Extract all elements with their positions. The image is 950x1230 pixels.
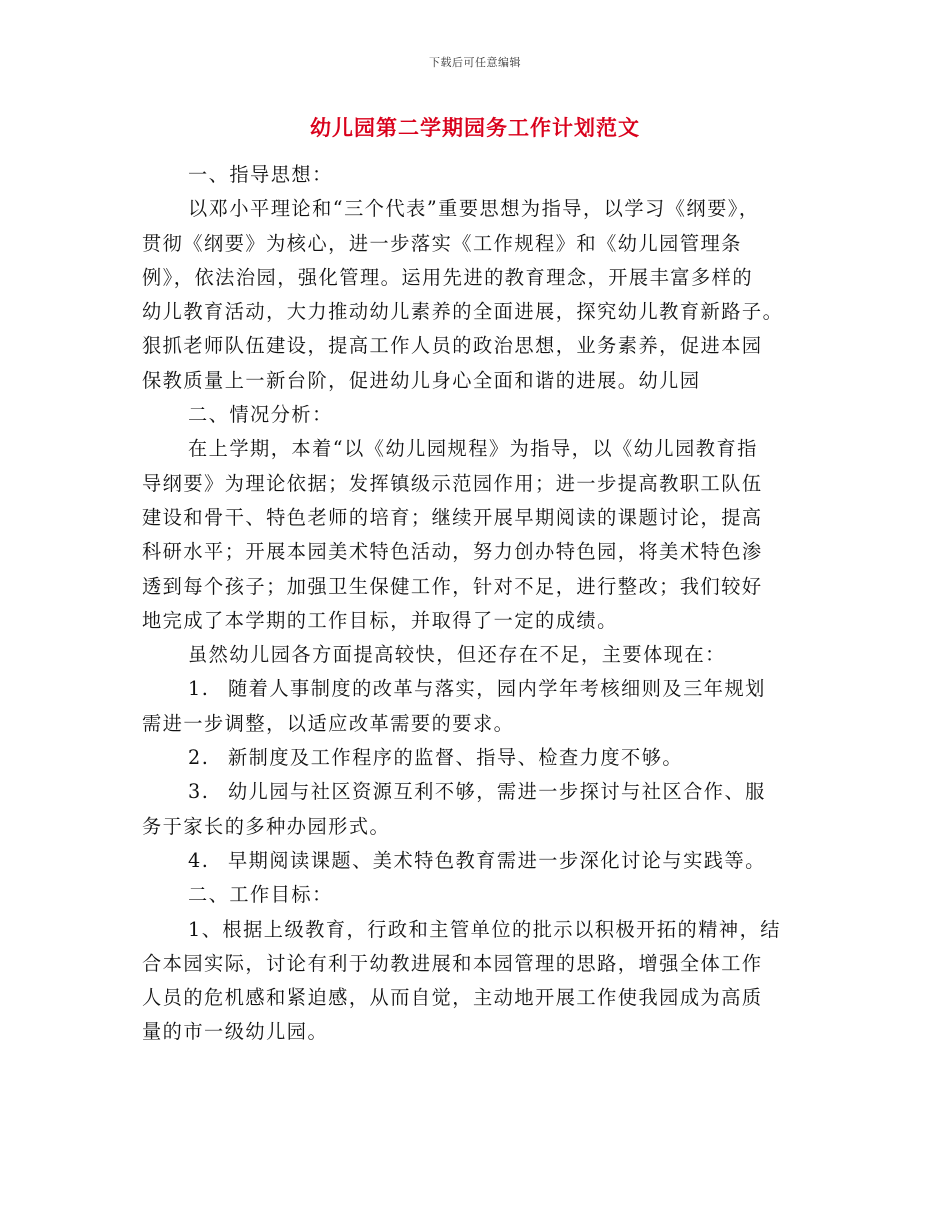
paragraph-line: 透到每个孩子；加强卫生保健工作，针对不足，进行整改；我们较好 [142,574,763,598]
paragraph-line: 早期阅读课题、美术特色教育需进一步深化讨论与实践等。 [228,848,766,872]
paragraph-line: 地完成了本学期的工作目标，并取得了一定的成绩。 [142,608,618,632]
paragraph-line: 保教质量上一新台阶，促进幼儿身心全面和谐的进展。幼儿园 [142,368,701,392]
document-title: 幼儿园第二学期园务工作计划范文 [310,115,640,140]
document-body [142,158,810,1050]
paragraph-shortcomings-intro: 虽然幼儿园各方面提高较快，但还存在不足，主要体现在： [188,643,726,667]
problem-item [142,844,810,878]
paragraph-line: 务于家长的多种办园形式。 [142,814,391,838]
paragraph-line: 科研水平；开展本园美术特色活动，努力创办特色园，将美术特色渗 [142,540,763,564]
paragraph-line: 建设和骨干、特色老师的培育；继续开展早期阅读的课题讨论，提高 [142,505,763,529]
section-heading-guiding-ideology: 一、指导思想： [188,163,333,186]
paragraph-line: 幼儿园与社区资源互利不够，需进一步探讨与社区合作、服 [228,780,766,804]
paragraph-line: 贯彻《纲要》为核心，进一步落实《工作规程》和《幼儿园管理条 [142,231,742,255]
paragraph-guiding-ideology [142,192,810,398]
paragraph-line: 1、根据上级教育，行政和主管单位的批示以积极开拓的精神，结 [188,917,781,941]
paragraph-line: 以邓小平理论和“三个代表”重要思想为指导，以学习《纲要》， [188,197,760,221]
problem-number: 2. [188,746,210,770]
problem-number: 1. [188,677,210,701]
section-heading-work-goals: 二、工作目标： [188,883,333,907]
paragraph-work-goals [142,913,810,1050]
paragraph-line: 在上学期，本着“以《幼儿园规程》为指导，以《幼儿园教育指 [188,437,758,461]
paragraph-line: 量的市一级幼儿园。 [142,1020,329,1044]
problem-item [142,672,810,741]
problem-item [142,775,810,844]
problem-item [142,741,810,775]
paragraph-situation-analysis [142,432,810,638]
paragraph-line: 需进一步调整，以适应改革需要的要求。 [142,711,515,735]
problem-number: 4. [188,848,210,872]
paragraph-line: 随着人事制度的改革与落实，园内学年考核细则及三年规划 [228,677,766,701]
problem-number: 3. [188,780,210,804]
paragraph-line: 人员的危机感和紧迫感，从而自觉，主动地开展工作使我园成为高质 [142,986,763,1010]
paragraph-line: 幼儿教育活动，大力推动幼儿素养的全面进展，探究幼儿教育新路子。 [142,300,784,324]
header-note: 下载后可任意编辑 [429,56,521,69]
paragraph-line: 导纲要》为理论依据；发挥镇级示范园作用；进一步提高教职工队伍 [142,471,763,495]
paragraph-line: 例》，依法治园，强化管理。运用先进的教育理念，开展丰富多样的 [142,265,754,289]
paragraph-line: 狠抓老师队伍建设，提高工作人员的政治思想，业务素养，促进本园 [142,334,763,358]
paragraph-line: 合本园实际，讨论有利于幼教进展和本园管理的思路，增强全体工作 [142,951,763,975]
paragraph-line: 新制度及工作程序的监督、指导、检查力度不够。 [228,746,684,770]
section-heading-situation-analysis: 二、情况分析： [188,403,333,427]
